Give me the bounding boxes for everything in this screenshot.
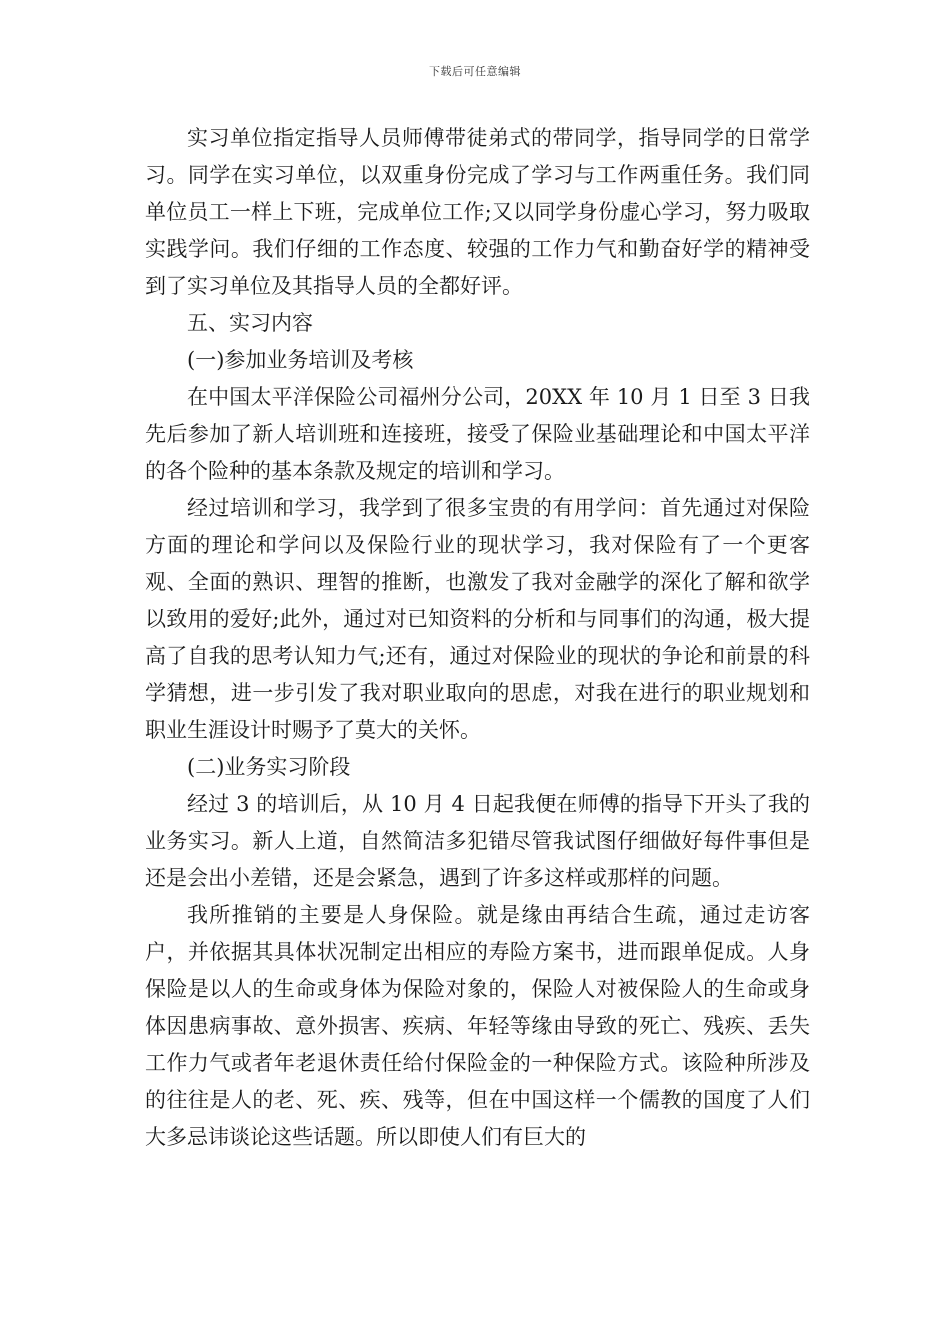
paragraph-mentor-guidance: 实习单位指定指导人员师傅带徒弟式的带同学，指导同学的日常学习。同学在实习单位，以双重身份完成了学习与工作两重任务。我们同单位员工一样上下班，完成单位工作;又以同学身份虚心学习，努力吸取实践学问。我们仔细的工作态度、较强的工作力气和勤奋好学的精神受到了实习单位及其指导人员的全都好评。: [145, 126, 810, 298]
subsection-heading-training: (一)参加业务培训及考核: [187, 348, 414, 372]
paragraph-business-practice: 经过 3 的培训后，从 10 月 4 日起我便在师傅的指导下开头了我的业务实习。新人上道，自然简洁多犯错尽管我试图仔细做好每件事但是还是会出小差错，还是会紧急，遇到了许多这样或那样的问题。: [145, 792, 810, 890]
paragraph-training-gains: 经过培训和学习，我学到了很多宝贵的有用学问：首先通过对保险方面的理论和学问以及保险行业的现状学习，我对保险有了一个更客观、全面的熟识、理智的推断，也激发了我对金融学的深化了解和欲学以致用的爱好;此外，通过对已知资料的分析和与同事们的沟通，极大提高了自我的思考认知力气;还有，通过对保险业的现状的争论和前景的科学猜想，进一步引发了我对职业取向的思虑，对我在进行的职业规划和职业生涯设计时赐予了莫大的关怀。: [145, 496, 810, 742]
subsection-heading-business-practice: (二)业务实习阶段: [187, 755, 351, 779]
paragraph-training-dates: 在中国太平洋保险公司福州分公司，20XX 年 10 月 1 日至 3 日我先后参加了新人培训班和连接班，接受了保险业基础理论和中国太平洋的各个险种的基本条款及规定的培训和学习。: [145, 385, 810, 483]
page-header: 下载后可任意编辑: [429, 65, 521, 78]
section-heading-internship-content: 五、实习内容: [187, 311, 313, 335]
document-body: [145, 120, 810, 1156]
paragraph-life-insurance: 我所推销的主要是人身保险。就是缘由再结合生疏，通过走访客户，并依据其具体状况制定出相应的寿险方案书，进而跟单促成。人身保险是以人的生命或身体为保险对象的，保险人对被保险人的生命或身体因患病事故、意外损害、疾病、年轻等缘由导致的死亡、残疾、丢失工作力气或者年老退休责任给付保险金的一种保险方式。该险种所涉及的往往是人的老、死、疾、残等，但在中国这样一个儒教的国度了人们大多忌讳谈论这些话题。所以即使人们有巨大的: [145, 903, 810, 1149]
